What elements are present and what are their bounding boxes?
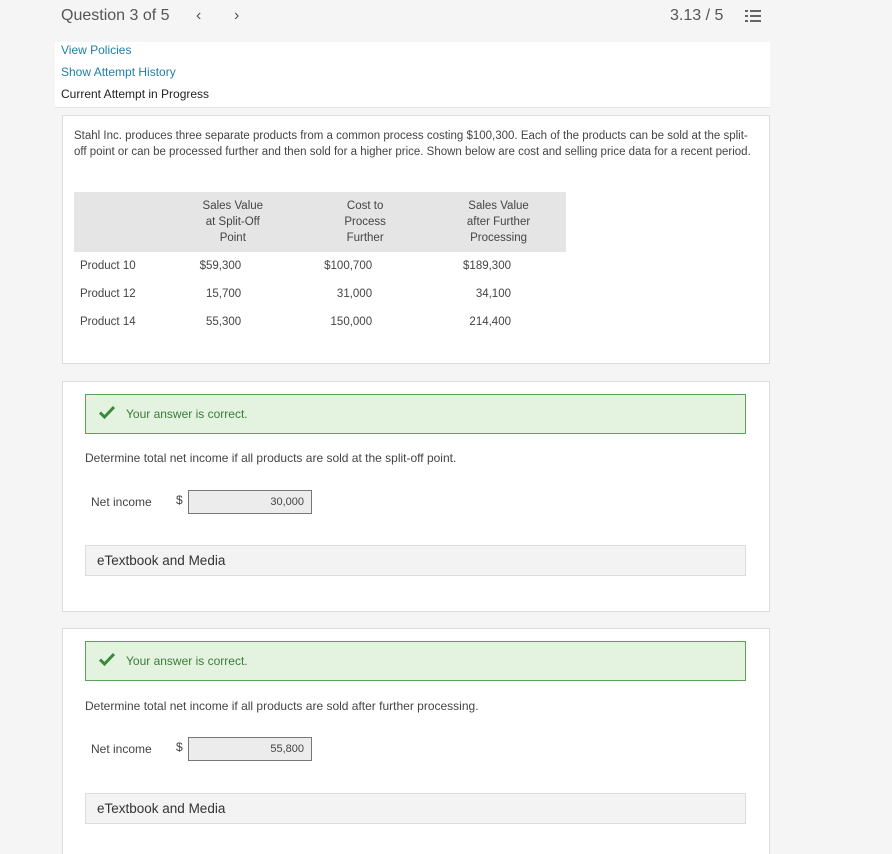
list-icon[interactable] [745,9,761,23]
list-icon-dot [745,10,748,12]
after-processing-value-cell: 214,400 [469,316,511,328]
table-row [74,252,566,280]
header-line: Point [219,232,246,244]
problem-card [62,115,770,364]
table-row [74,280,566,308]
net-income-input[interactable] [188,737,312,761]
check-icon [99,405,115,419]
current-attempt-label: Current Attempt in Progress [61,87,210,101]
problem-statement: Stahl Inc. produces three separate products from a common process costing $100,300. Each of the products can be sold at the split-off point or can be processed further and then sold for a higher price. Shown below are cost and selling price data for a recent period. [74,130,751,158]
split-off-value-cell: $59,300 [199,260,242,272]
answer-card-split-off [62,381,770,612]
question-counter: Question 3 of 5 [61,7,170,24]
header-line: Process [344,216,386,228]
attempt-links-panel [55,42,770,108]
list-icon-line [750,20,761,22]
product-name-cell: Product 10 [80,260,136,272]
answer-card-further-processing [62,628,770,854]
table-row [74,308,566,336]
net-income-value: 55,800 [270,743,304,755]
currency-symbol: $ [176,493,183,507]
list-icon-line [750,15,761,17]
table-header-row [74,192,566,252]
net-income-label: Net income [91,495,152,509]
header-sales-value-after [431,192,566,252]
correct-answer-banner [85,641,746,681]
product-name-cell: Product 12 [80,288,136,300]
list-icon-dot [745,15,748,17]
header-line: at Split-Off [205,216,260,228]
check-icon [99,652,115,666]
next-question-button[interactable]: › [234,7,240,24]
header-line: Sales Value [202,200,264,212]
correct-answer-banner [85,394,746,434]
process-cost-cell: 31,000 [336,288,373,300]
etextbook-media-label: eTextbook and Media [97,801,226,816]
view-policies-link[interactable]: View Policies [61,43,132,57]
top-bar [0,0,892,42]
question-instruction: Determine total net income if all products are sold at the split-off point. [85,451,457,465]
after-processing-value-cell: 34,100 [475,288,511,300]
currency-symbol: $ [176,740,183,754]
header-line: Cost to [346,200,384,212]
table-header-blank [74,192,166,252]
score-display: 3.13 / 5 [670,7,724,24]
split-off-value-cell: 55,300 [205,316,242,328]
after-processing-value-cell: $189,300 [463,260,511,272]
net-income-label: Net income [91,742,152,756]
split-off-value-cell: 15,700 [205,288,242,300]
header-line: Processing [470,232,527,244]
correct-answer-text: Your answer is correct. [126,407,248,421]
etextbook-media-label: eTextbook and Media [97,553,226,568]
header-line: Sales Value [468,200,529,212]
etextbook-media-button[interactable] [85,793,746,824]
header-sales-value-split-off [166,192,299,252]
net-income-input[interactable] [188,490,312,514]
previous-question-button[interactable]: ‹ [196,7,202,24]
correct-answer-text: Your answer is correct. [126,654,248,668]
show-attempt-history-link[interactable]: Show Attempt History [61,65,176,79]
question-instruction: Determine total net income if all products are sold after further processing. [85,699,479,713]
header-line: Further [346,232,384,244]
product-name-cell: Product 14 [80,316,136,328]
process-cost-cell: $100,700 [324,260,373,272]
list-icon-dot [745,20,748,22]
list-icon-line [750,10,761,12]
header-line: after Further [466,216,531,228]
cost-data-table [74,192,566,336]
net-income-value: 30,000 [270,496,304,508]
process-cost-cell: 150,000 [330,316,373,328]
etextbook-media-button[interactable] [85,545,746,576]
header-cost-to-process [299,192,431,252]
